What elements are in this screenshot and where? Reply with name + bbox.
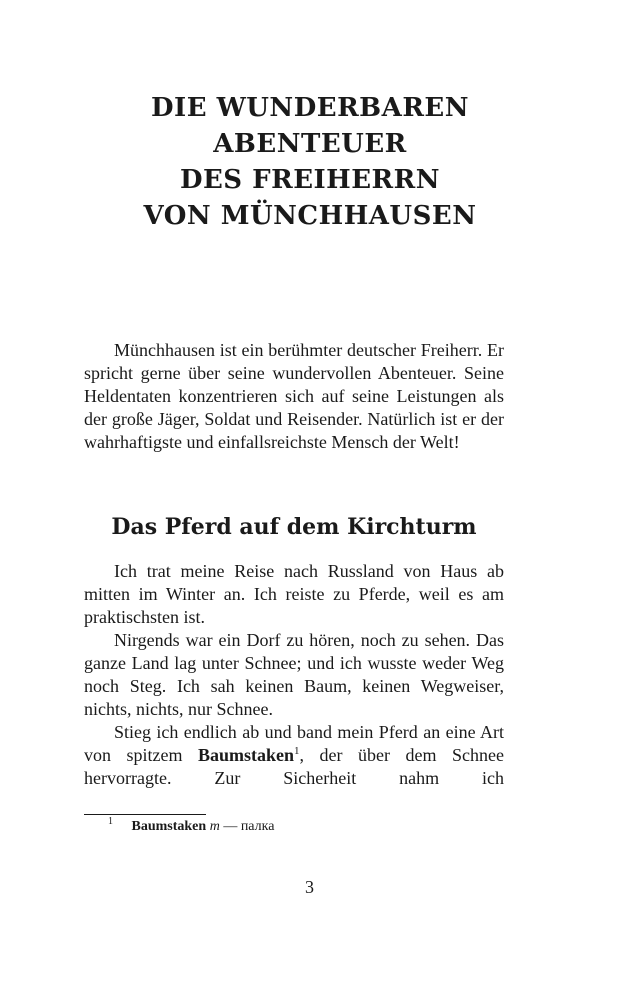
intro-paragraph: Münchhausen ist ein berühmter deutscher Freiherr. Er spricht gerne über seine wundervollen Abenteuer. Seine Heldentaten konzentrieren sich auf seine Leistungen als der große Jäger, Soldat und Reisender. Natürlich ist er der wahrhaftigste und einfallsreichste Mensch der Welt! xyxy=(84,340,504,452)
footnote: 1 Baumstaken m — палка xyxy=(108,816,275,834)
body-paragraph xyxy=(84,721,504,790)
book-title xyxy=(60,90,560,234)
footnote-reference[interactable]: 1 xyxy=(294,745,300,757)
body-paragraph: Ich trat meine Reise nach Russland von Haus ab mitten im Winter an. Ich reiste zu Pferde, weil es am praktischsten ist. xyxy=(84,561,504,627)
intro-block xyxy=(84,339,504,454)
title-line: DIE WUNDERBAREN xyxy=(150,93,470,123)
body-paragraph: Nirgends war ein Dorf zu hören, noch zu sehen. Das ganze Land lag unter Schnee; und ich wusste weder Weg noch Steg. Ich sah keinen Baum, keinen Wegweiser, nichts, nichts, nur Schnee. xyxy=(84,630,504,719)
footnote-translation: палка xyxy=(240,819,275,834)
glossary-term: Baumstaken xyxy=(198,745,295,765)
page-number: 3 xyxy=(305,877,314,897)
footnote-divider xyxy=(84,814,206,815)
footnote-dash: — xyxy=(223,819,238,834)
title-line: ABENTEUER xyxy=(213,129,407,159)
chapter-body xyxy=(84,560,504,790)
paragraph-text: Stieg ich endlich ab und band mein Pferd an eine Art von spitzem xyxy=(84,722,504,765)
footnote-gender: m xyxy=(209,819,220,834)
chapter-title: Das Pferd auf dem Kirchturm xyxy=(111,514,477,540)
paragraph-text: , der über dem Schnee hervorragte. Zur Sicherheit nahm ich xyxy=(84,745,504,788)
footnote-term: Baumstaken xyxy=(131,819,207,834)
title-line: VON MÜNCHHAUSEN xyxy=(143,201,477,231)
title-line: DES FREIHERRN xyxy=(179,165,441,195)
